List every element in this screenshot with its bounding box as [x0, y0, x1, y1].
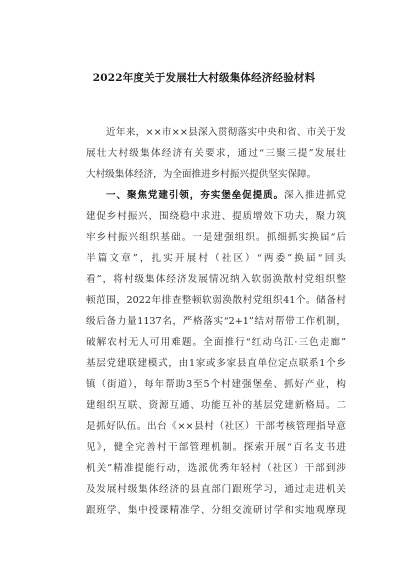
intro-line: 近年来，××市××县深入贯彻落实中央和省、市关于发	[106, 127, 346, 138]
section1-line: 基层党建联建模式，由1家或多家县直单位定点联系1个乡	[86, 358, 346, 369]
section1-line: 半篇文章”，扎实开展村（社区）“两委”换届“回头	[86, 253, 346, 264]
intro-line: 大村级集体经济，为全面推进乡村振兴提供坚实保障。	[86, 169, 317, 180]
section1-line: 深入推进抓党	[284, 190, 347, 201]
section1-line: 是抓好队伍。出台《××县村（社区）干部考核管理指导意	[86, 421, 346, 432]
section1-line: 机关”精准提能行动，选派优秀年轻村（社区）干部到涉	[86, 463, 346, 474]
section1-line: 看”，将村级集体经济发展情况纳入软弱涣散村党组织整	[86, 274, 346, 285]
section1-heading: 一、聚焦党建引领，夯实堡垒促提质。	[106, 190, 285, 201]
section1-line: 及发展村级集体经济的县直部门跟班学习，通过走进机关	[86, 484, 346, 495]
intro-line: 展壮大村级集体经济有关要求，通过“三聚三提”发展壮	[86, 148, 346, 159]
section1-line: 见》，健全完善村干部管理机制。探索开展“百名支书进	[86, 442, 346, 453]
section1-first-line	[106, 190, 346, 202]
document-title: 2022年度关于发展壮大村级集体经济经验材料	[92, 72, 316, 84]
section1-line: 破解农村无人可用难题。全面推行“红动乌江·三色走廊”	[86, 337, 346, 348]
section1-line: 牢乡村振兴组织基础。一是建强组织。抓细抓实换届“后	[86, 232, 346, 243]
section1-line: 跟班学、集中授课精准学、分组交流研讨学和实地观摩现	[86, 505, 346, 516]
section1-line: 顿范围，2022年排查整顿软弱涣散村党组织41个。储备村	[86, 295, 346, 306]
section1-line: 级后备力量1137名，严格落实“2+1”结对帮带工作机制，	[86, 316, 346, 327]
section1-line: 建组织互联、资源互通、功能互补的基层党建新格局。二	[86, 400, 346, 411]
section1-line: 镇（街道），每年帮助3至5个村建强堡垒、抓好产业，构	[86, 379, 346, 390]
section1-line: 建促乡村振兴，围绕稳中求进、提质增效下功夫，聚力筑	[86, 211, 346, 222]
